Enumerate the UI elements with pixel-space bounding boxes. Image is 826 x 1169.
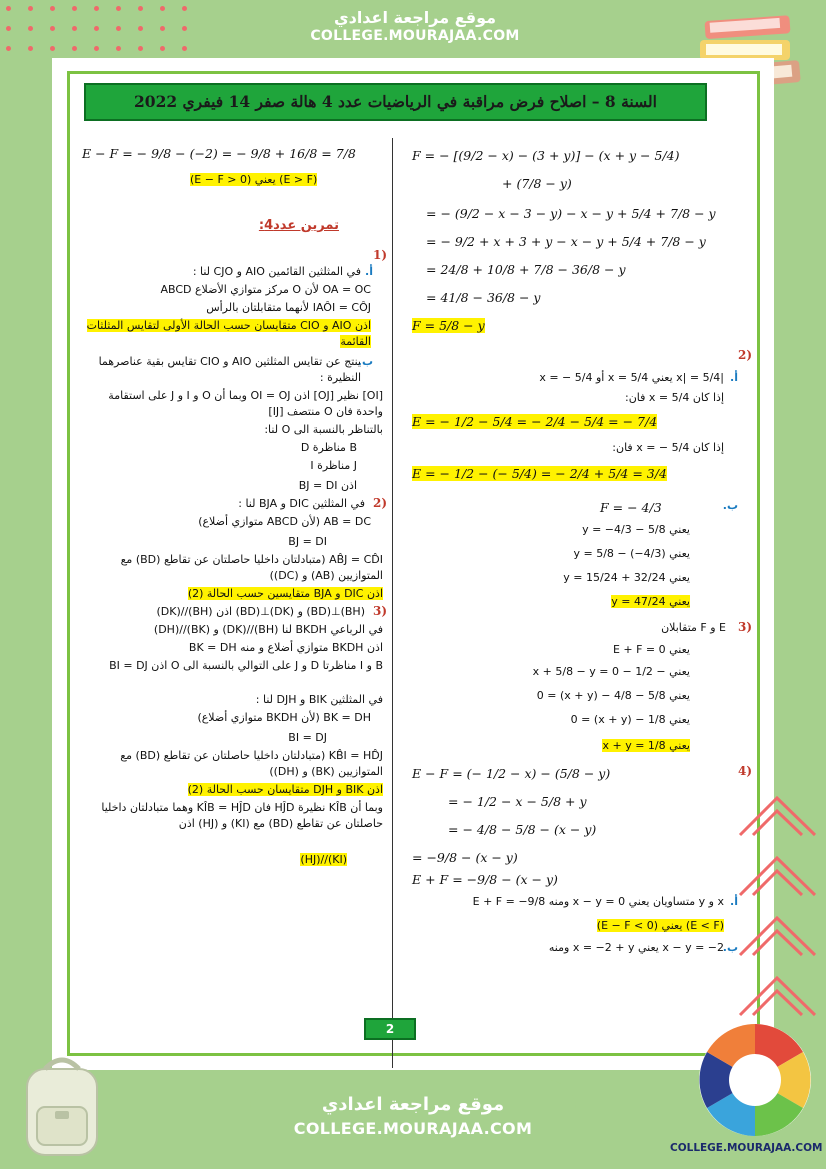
- f-line-2: + (7/8 − y): [502, 176, 572, 191]
- question-2-number: 2): [372, 496, 387, 510]
- r-q4-line-1: E − F = (− 1/2 − x) − (5/8 − y): [412, 766, 611, 781]
- r-q2-part-a-label: أ.: [730, 371, 738, 384]
- r-q2a-result-1: E = − 1/2 − 5/4 = − 2/4 − 5/4 = − 7/4: [412, 414, 658, 429]
- r-q2b-line-4: يعني y = 15/24 + 32/24: [563, 571, 690, 584]
- r-q2a-result-2: E = − 1/2 − (− 5/4) = − 2/4 + 5/4 = 3/4: [412, 466, 667, 481]
- ef-conclusion: (E > F) يعني (E − F > 0): [190, 173, 318, 186]
- r-q3-line-3: يعني − 1/2 − x + 5/8 − y = 0: [532, 665, 690, 678]
- r-q2b-line-1: F = − 4/3: [600, 500, 662, 515]
- decorative-dot: [138, 6, 143, 11]
- decorative-dot: [50, 6, 55, 11]
- r-q4b-line-1: x − y = −2 يعني x = −2 + y ومنه: [548, 941, 724, 954]
- decorative-dot: [28, 6, 33, 11]
- q3-conclusion-3: (KI)//(HJ): [300, 853, 347, 866]
- question-1-number: 1): [372, 248, 387, 262]
- q3-line-2: في الرباعي BKDH لنا (BH)//(DK) و (BK)//(DH): [153, 623, 383, 636]
- decorative-dot: [160, 46, 165, 51]
- decorative-dot: [182, 46, 187, 51]
- r-q2a-line-3: إذا كان x = − 5/4 فان:: [612, 441, 724, 454]
- r-question-2-number: 2): [737, 348, 752, 362]
- f-line-1: F = − [(9/2 − x) − (3 + y)] − (x + y − 5/4): [412, 148, 680, 163]
- q1b-line-3: بالتناظر بالنسبة الى O لنا:: [264, 423, 383, 436]
- r-question-4-number: 4): [737, 764, 752, 778]
- r-q4-part-b-label: ب.: [722, 941, 738, 954]
- r-q3-line-4: يعني 5/8 − 4/8 − (x + y) = 0: [536, 689, 690, 702]
- ef-difference-line: E − F = − 9/8 − (−2) = − 9/8 + 16/8 = 7/8: [82, 146, 356, 161]
- page-number: 2: [364, 1018, 416, 1040]
- footer-banner: [250, 1080, 576, 1169]
- decorative-dot: [116, 6, 121, 11]
- decorative-dot: [138, 26, 143, 31]
- r-q3-line-1: E و F متقابلان: [661, 621, 726, 634]
- chevron-arrows-decoration: [735, 790, 820, 1020]
- decorative-dot: [116, 26, 121, 31]
- q2-line-4: AB̂J = CD̂I (متبادلتان داخليا حاصلتان عن تقاطع (BD) مع المتوازيين (AB) و (DC)): [120, 553, 383, 582]
- f-result: F = 5/8 − y: [412, 318, 485, 333]
- exercise-4-title: تمرين عدد4:: [258, 218, 339, 233]
- q1b-line-2: [OI] نظير [OJ] اذن OI = OJ وبما أن O و I و J على استقامة واحدة فان O منتصف [IJ]: [108, 389, 383, 418]
- q2-line-1: في المثلثين DIC و BJA لنا :: [238, 497, 365, 510]
- question-3-number: 3): [372, 604, 387, 618]
- q3-line-8: KB̂I = HD̂J (متبادلتان داخليا حاصلتان عن تقاطع (BD) مع المتوازيين (BK) و (DH)): [120, 749, 383, 778]
- q3-line-5: في المثلثين BIK و DJH لنا :: [255, 693, 383, 706]
- r-q4-line-2: = − 1/2 − x − 5/8 + y: [448, 794, 587, 809]
- f-line-3: = − (9/2 − x − 3 − y) − x − y + 5/4 + 7/8 − y: [426, 206, 716, 221]
- footer-site-arabic: موقع مراجعة اعدادي: [321, 1094, 505, 1115]
- decorative-dot: [182, 6, 187, 11]
- header-site-arabic: موقع مراجعة اعدادي: [333, 8, 497, 27]
- decorative-dot: [94, 26, 99, 31]
- q3-line-6: BK = DH (لأن BKDH متوازي أضلاع): [197, 711, 371, 724]
- r-q3-line-2: يعني E + F = 0: [612, 643, 690, 656]
- q3-line-3: اذن BKDH متوازي أضلاع و منه BK = DH: [188, 641, 383, 654]
- q2-line-2: AB = DC (لأن ABCD متوازي أضلاع): [198, 515, 371, 528]
- r-q2-part-b-label: ب.: [722, 499, 738, 512]
- r-q4a-line-2: (E < F) يعني (E − F < 0): [596, 919, 724, 932]
- r-q2a-line-2: إذا كان x = 5/4 فان:: [625, 391, 724, 404]
- decorative-dot: [50, 26, 55, 31]
- r-q2a-line-1: |x| = 5/4 يعني x = 5/4 أو x = − 5/4: [539, 371, 724, 384]
- r-q4-part-a-label: أ.: [730, 895, 738, 908]
- q3-conclusion-1: اذن BIK و DJH متقايسان حسب الحالة (2): [187, 783, 383, 796]
- decorative-dots: [0, 0, 210, 60]
- q1b-line-5: J مناظرة I: [310, 459, 357, 472]
- decorative-dot: [72, 26, 77, 31]
- decorative-dot: [6, 6, 11, 11]
- decorative-dot: [6, 46, 11, 51]
- decorative-dot: [182, 26, 187, 31]
- q3-line-4: B و I مناظرتا D و J على التوالي بالنسبة الى O اذن BI = DJ: [109, 659, 383, 672]
- backpack-icon: [15, 1055, 110, 1160]
- r-q4a-line-1: x و y متساويان يعني x − y = 0 ومنه E + F = −9/8: [472, 895, 724, 908]
- q1a-line-2: OA = OC لأن O مركز متوازي الأضلاع ABCD: [160, 283, 371, 296]
- document-page: [52, 58, 774, 1070]
- r-q4-line-3: = − 4/8 − 5/8 − (x − y): [448, 822, 597, 837]
- q1-part-a-label: أ.: [365, 265, 373, 278]
- f-line-4: = − 9/2 + x + 3 + y − x − y + 5/4 + 7/8 − y: [426, 234, 706, 249]
- q1a-line-1: في المثلثين القائمين AIO و CJO لنا :: [192, 265, 361, 278]
- page-title: السنة 8 – اصلاح فرض مراقبة في الرياضيات عدد 4 هالة صفر 14 فيفري 2022: [84, 83, 707, 121]
- f-line-5: = 24/8 + 10/8 + 7/8 − 36/8 − y: [426, 262, 626, 277]
- logo-caption: COLLEGE.MOURAJAA.COM: [670, 1142, 823, 1154]
- decorative-dot: [72, 46, 77, 51]
- site-logo-icon: [693, 1020, 818, 1140]
- r-q2b-line-3: يعني y = 5/8 − (−4/3): [573, 547, 690, 560]
- r-question-3-number: 3): [737, 620, 752, 634]
- decorative-dot: [28, 26, 33, 31]
- q3-line-1: (BH)⊥(BD) و (DK)⊥(BD) اذن (BH)//(DK): [156, 605, 365, 618]
- decorative-dot: [160, 6, 165, 11]
- r-q3-line-5: يعني 1/8 − (x + y) = 0: [570, 713, 690, 726]
- decorative-dot: [94, 6, 99, 11]
- q1a-line-3: IAÔI = CÔJ لأنهما متقابلتان بالرأس: [206, 301, 371, 314]
- decorative-dot: [6, 26, 11, 31]
- decorative-dot: [50, 46, 55, 51]
- decorative-dot: [160, 26, 165, 31]
- f-line-6: = 41/8 − 36/8 − y: [426, 290, 541, 305]
- decorative-dot: [116, 46, 121, 51]
- q2-line-3: BJ = DI: [288, 535, 327, 548]
- decorative-dot: [28, 46, 33, 51]
- column-divider: [392, 138, 393, 1068]
- r-q2b-line-5: يعني y = 47/24: [611, 595, 690, 608]
- q1a-conclusion: اذن AIO و CIO متقايسان حسب الحالة الأولى لتقايس المثلثات القائمة: [86, 319, 371, 348]
- q1-part-b-label: ب.: [357, 355, 373, 368]
- decorative-dot: [138, 46, 143, 51]
- decorative-dot: [72, 6, 77, 11]
- header-banner: [265, 0, 565, 58]
- q1b-line-4: B مناظرة D: [300, 441, 357, 454]
- footer-site-url[interactable]: COLLEGE.MOURAJAA.COM: [293, 1119, 533, 1138]
- q3-line-7: BI = DJ: [288, 731, 327, 744]
- q1b-line-6: اذن BJ = DI: [298, 479, 357, 492]
- q3-conclusion-2: وبما أن KÎB نظيرة HĴD فان KÎB = HĴD وهما متبادلتان داخليا حاصلتان عن تقاطع (BD) مع (KI) و (HJ) اذن: [101, 801, 383, 830]
- r-q4-line-4: = −9/8 − (x − y): [412, 850, 518, 865]
- r-q3-line-6: يعني x + y = 1/8: [602, 739, 690, 752]
- r-q2b-line-2: يعني 5/8 − y = −4/3: [582, 523, 690, 536]
- decorative-dot: [94, 46, 99, 51]
- header-site-url[interactable]: COLLEGE.MOURAJAA.COM: [310, 28, 520, 44]
- q1b-line-1: ينتج عن تقايس المثلثين AIO و CIO تقايس بقية عناصرهما النظيرة :: [98, 355, 361, 384]
- r-q4-line-5: E + F = −9/8 − (x − y): [412, 872, 558, 887]
- q2-conclusion: اذن DIC و BJA متقايسين حسب الحالة (2): [187, 587, 383, 600]
